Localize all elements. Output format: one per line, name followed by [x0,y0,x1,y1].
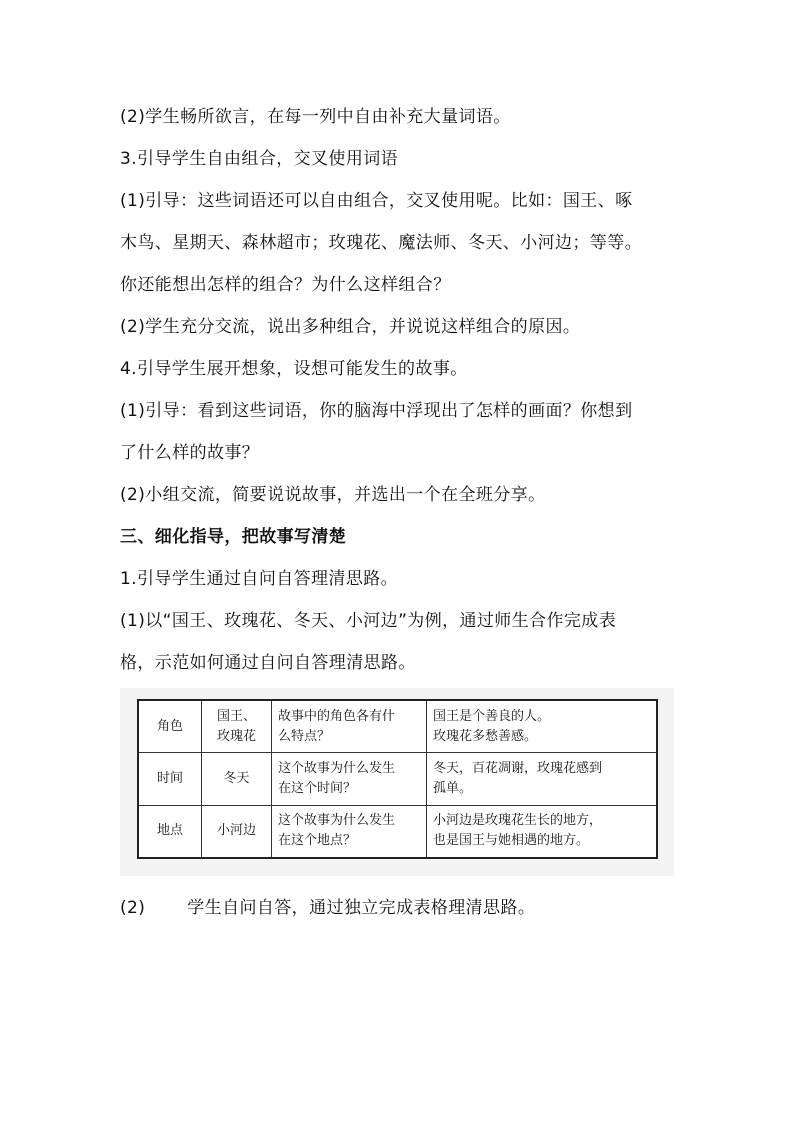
paragraph: 1.引导学生通过自问自答理清思路。 [120,569,399,589]
paragraph: (2)小组交流，简要说说故事，并选出一个在全班分享。 [120,485,546,505]
paragraph: 木鸟、星期天、森林超市；玫瑰花、魔法师、冬天、小河边；等等。 [120,233,642,253]
story-table-figure [120,688,674,876]
paragraph: 格，示范如何通过自问自答理清思路。 [120,653,416,673]
row-question: 这个故事为什么发生 在这个地点？ [272,805,427,858]
paragraph: (1)引导：看到这些词语，你的脑海中浮现出了怎样的画面？你想到 [120,401,633,421]
table-row [138,805,657,858]
row-answer: 小河边是玫瑰花生长的地方， 也是国王与她相遇的地方。 [427,805,658,858]
row-question: 这个故事为什么发生 在这个时间？ [272,753,427,805]
row-answer: 冬天，百花凋谢，玫瑰花感到 孤单。 [427,753,658,805]
section-heading: 三、细化指导，把故事写清楚 [120,527,347,547]
table-row [138,700,657,753]
paragraph: (2)学生畅所欲言，在每一列中自由补充大量词语。 [120,107,511,127]
list-text: 学生自问自答，通过独立完成表格理清思路。 [187,898,536,918]
paragraph: 4.引导学生展开想象，设想可能发生的故事。 [120,359,468,379]
paragraph: 3.引导学生自由组合，交叉使用词语 [120,149,399,169]
row-label: 时间 [138,753,202,805]
table-row [138,753,657,805]
row-answer: 国王是个善良的人。 玫瑰花多愁善感。 [427,700,658,753]
paragraph: (2)学生充分交流，说出多种组合，并说说这样组合的原因。 [120,317,581,337]
row-label: 角色 [138,700,202,753]
paragraph: (1)引导：这些词语还可以自由组合，交叉使用呢。比如：国王、啄 [120,191,633,211]
row-words: 国王、 玫瑰花 [202,700,272,753]
row-label: 地点 [138,805,202,858]
list-number: (2) [120,898,146,918]
paragraph: 了什么样的故事？ [120,443,260,463]
paragraph: 你还能想出怎样的组合？为什么这样组合？ [120,275,451,295]
paragraph: (1)以“国王、玫瑰花、冬天、小河边”为例，通过师生合作完成表 [120,611,617,631]
row-words: 小河边 [202,805,272,858]
story-elements-table [137,699,658,859]
row-question: 故事中的角色各有什 么特点？ [272,700,427,753]
row-words: 冬天 [202,753,272,805]
final-list-item [120,898,690,918]
